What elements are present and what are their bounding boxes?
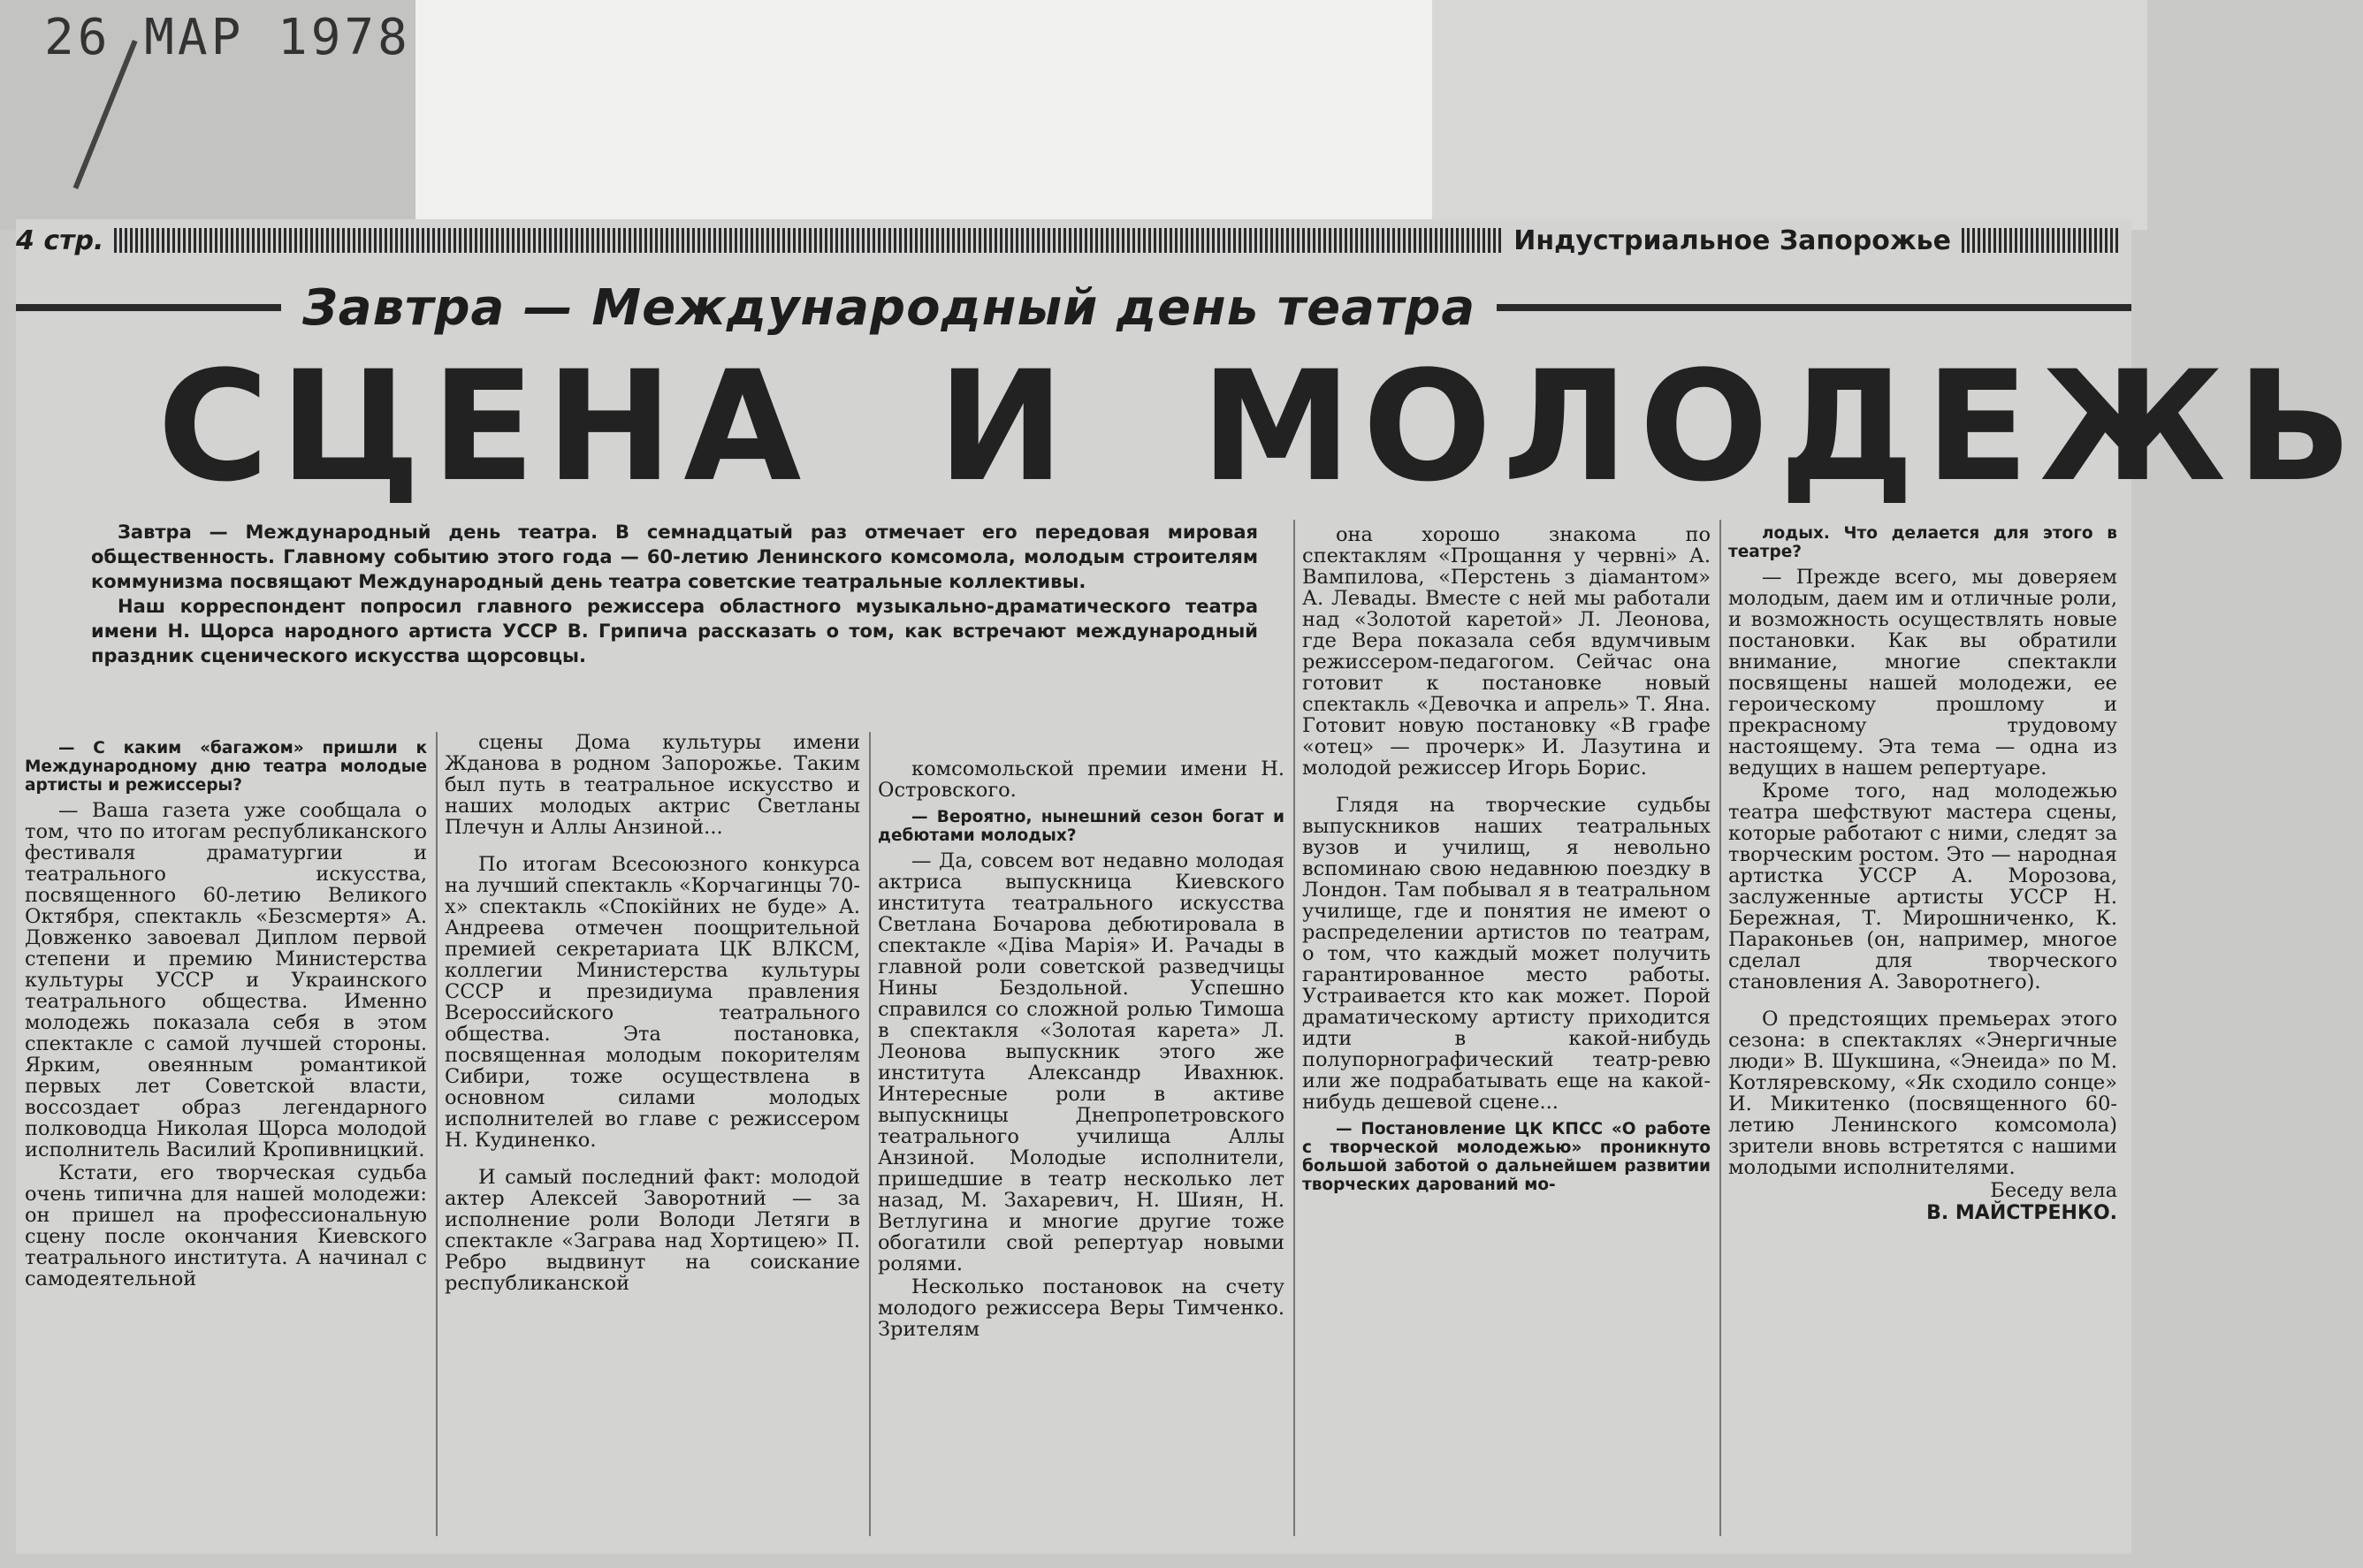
page-number: 4 стр. — [16, 225, 104, 256]
kicker-rule-left — [16, 304, 281, 311]
paragraph: О предстоящих премьерах этого сезона: в спектаклях «Энергичные люди» В. Шукшина, «Энеида» по М. Котляревскому, «Як сходило сонце» И. Микитенко (посвященного 60-летию Ленинского комсомола) зрители вновь встретятся с нашими молодыми исполнителями. — [1728, 1008, 2117, 1179]
paragraph: Несколько постановок на счету молодого режиссера Веры Тимченко. Зрителям — [878, 1275, 1284, 1341]
date-stamp: 26 МАР 1978 — [44, 9, 411, 66]
article-column-2 — [445, 732, 860, 1545]
paragraph: — Ваша газета уже сообщала о том, что по итогам республиканского фестиваля драматургии и театрального искусства, посвященного 60-летию Великого Октября, спектакль «Безсмертя» А. Довженко завоевал Диплом первой степени и премию Министерства культуры УССР и Украинского театрального общества. Именно молодежь показала себя в этом спектакле с самой лучшей стороны. Ярким, овеянным романтикой первых лет Советской власти, воссоздает образ легендарного полководца Николая Щорса молодой исполнитель Василий Кропивницкий. — [25, 799, 427, 1161]
paragraph: Кроме того, над молодежью театра шефствуют мастера сцены, которые работают с ними, следят за творческим ростом. Это — народная артистка УССР А. Морозова, заслуженные артисты УССР Н. Бережная, Т. Мирошниченко, К. Параконьев (он, например, многое сделал для творческого становления А. Заворотнего). — [1728, 780, 2117, 993]
article-column-3 — [878, 758, 1284, 1545]
scan-background-right — [1432, 0, 2147, 230]
kicker-text: Завтра — Международный день театра — [302, 278, 1476, 337]
paragraph: И самый последний факт: молодой актер Алексей Заворотний — за исполнение роли Володи Летяги в спектакле «Заграва над Хортицею» П. Ребро выдвинут на соискание республиканской — [445, 1166, 860, 1295]
lead-text-1: Завтра — Международный день театра. В семнадцатый раз отмечает его передовая мировая общественность. Главному событию этого года — 60-летию Ленинского комсомола, молодым строителям коммунизма посвящают Международный день театра советские театральные коллективы. — [91, 521, 1258, 592]
byline-label: Беседу вела — [1990, 1179, 2117, 1202]
question: — Постановление ЦК КПСС «О работе с творческой молодежью» проникнуто большой заботой о дальнейшем развитии творческих дарований мо- — [1302, 1120, 1711, 1194]
headline: СЦЕНА И МОЛОДЕЖЬ — [157, 338, 2363, 515]
article-column-4 — [1302, 524, 1711, 1545]
lead-text-2: Наш корреспондент попросил главного режиссера областного музыкально-драматического театра имени Н. Щорса народного артиста УССР В. Грипича рассказать о том, как встречают международный праздник сценического искусства щорсовцы. — [91, 596, 1258, 666]
paragraph: она хорошо знакома по спектаклям «Прощання у червні» А. Вампилова, «Перстень з діамантом» А. Левады. Вместе с ней мы работали над «Золотой каретой» Л. Леонова, где Вера показала себя вдумчивым режиссером-педагогом. Сейчас она готовит к постановке новый спектакль «Девочка и апрель» Т. Яна. Готовит новую постановку «В графе «отец» — прочерк» И. Лазутина и молодой режиссер Игорь Борис. — [1302, 523, 1711, 780]
paragraph: Глядя на творческие судьбы выпускников наших театральных вузов и училищ, я невольно вспоминаю свою недавнюю поездку в Лондон. Там побывал я в театральном училище, где и понятия не имеют о распределении артистов по театрам, о том, что каждый может получить гарантированное место работы. Устраивается кто как может. Порой драматическому артисту приходится идти в какой-нибудь полупорнографический театр-ревю или же подрабатывать еще на какой-нибудь дешевой сцене... — [1302, 794, 1711, 1114]
column-separator — [1293, 520, 1295, 1536]
masthead — [16, 223, 2131, 258]
paragraph: — Прежде всего, мы доверяем молодым, даем им и отличные роли, и возможность осуществлять новые постановки. Как вы обратили внимание, многие спектакли посвящены нашей молодежи, ее героическому прошлому и прекрасному трудовому настоящему. Эта тема — одна из ведущих в нашем репертуаре. — [1728, 566, 2117, 780]
question: — Вероятно, нынешний сезон богат и дебютами молодых? — [878, 808, 1284, 845]
lead-paragraph — [91, 520, 1258, 668]
paragraph: Кстати, его творческая судьба очень типична для нашей молодежи: он пришел на профессиональную сцену после окончания Киевского театрального института. А начинал с самодеятельной — [25, 1161, 427, 1290]
question: — С каким «багажом» пришли к Международному дню театра молодые артисты и режиссеры? — [25, 739, 427, 795]
column-separator — [869, 732, 871, 1536]
kicker-rule-right — [1497, 304, 2131, 311]
paragraph: По итогам Всесоюзного конкурса на лучший спектакль «Корчагинцы 70-х» спектакль «Спокійних не буде» А. Андреева отмечен поощрительной премией секретариата ЦК ВЛКСМ, коллегии Министерства культуры СССР и президиума правления Всероссийского театрального общества. Эта постановка, посвященная молодым покорителям Сибири, тоже осуществлена в основном силами молодых исполнителей во главе с режиссером Н. Кудиненко. — [445, 853, 860, 1152]
paragraph: — Да, совсем вот недавно молодая актриса выпускница Киевского института театрального искусства Светлана Бочарова дебютировала в спектакле «Діва Марія» И. Рачады в главной роли советской разведчицы Нины Бездольной. Успешно справился со сложной ролью Тимоша в спектакля «Золотая карета» Л. Леонова выпускник этого же института Александр Ивахнюк. Интересные роли в активе выпускницы Днепропетровского театрального училища Аллы Анзиной. Молодые исполнители, пришедшие в театр несколько лет назад, М. Захаревич, Н. Шиян, Н. Ветлугина и многие другие тоже обогатили свой репертуар новыми ролями. — [878, 849, 1284, 1275]
question: лодых. Что делается для этого в театре? — [1728, 524, 2117, 561]
kicker — [16, 272, 2131, 343]
article-column-5 — [1728, 524, 2117, 1545]
column-separator — [1719, 520, 1721, 1536]
paragraph: комсомольской премии имени Н. Островского. — [878, 757, 1284, 802]
masthead-rule-right — [1962, 228, 2121, 253]
paragraph: сцены Дома культуры имени Жданова в родном Запорожье. Таким был путь в театральное искусство и наших молодых актрис Светланы Плечун и Аллы Анзиной... — [445, 731, 860, 839]
newspaper-clipping — [16, 219, 2363, 1554]
newspaper-name: Индустриальное Запорожье — [1513, 225, 1951, 256]
column-separator — [436, 732, 438, 1536]
byline-author: В. МАЙСТРЕНКО. — [1926, 1202, 2117, 1224]
masthead-rule — [114, 228, 1503, 253]
article-column-1 — [25, 732, 427, 1545]
scan-background-center — [415, 0, 1432, 230]
